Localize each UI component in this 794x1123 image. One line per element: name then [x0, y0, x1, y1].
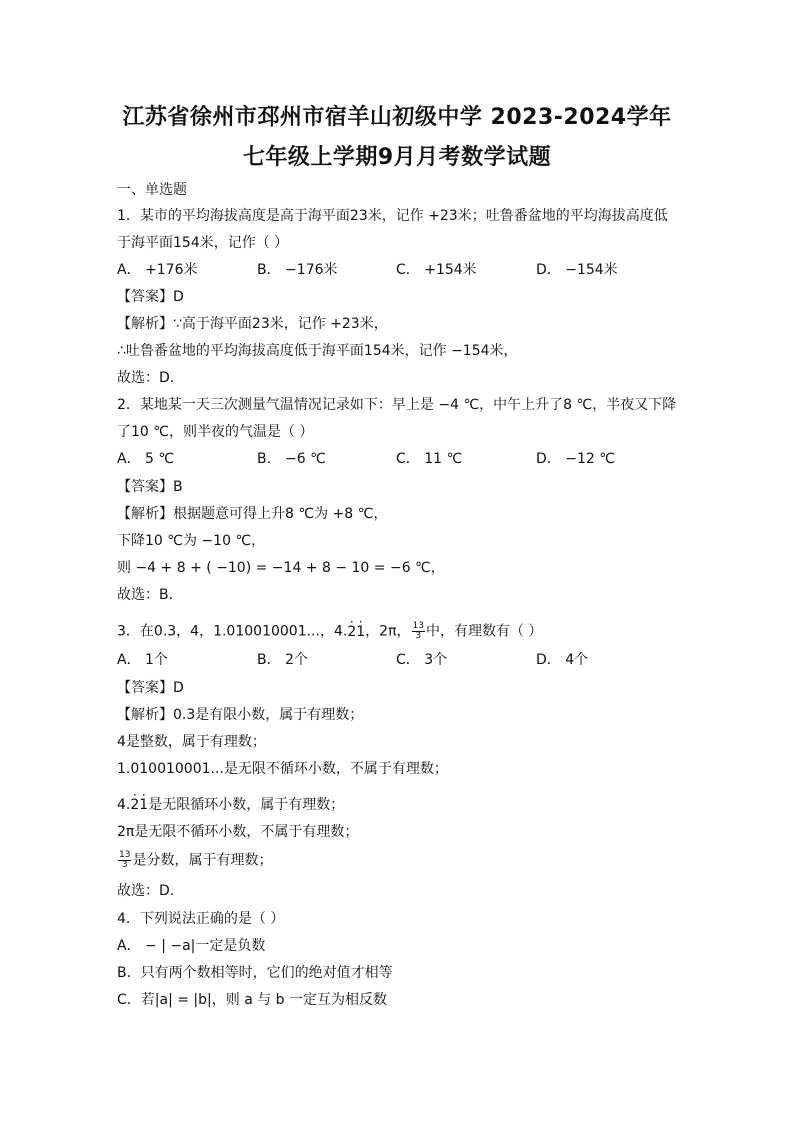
q3-answer: 【答案】D	[117, 680, 184, 696]
q3-fraction-denominator: 3	[415, 631, 422, 641]
q1-explanation-line3: 故选：D.	[117, 370, 175, 386]
q3-explanation-line7: 故选：D.	[117, 883, 175, 899]
q1-option-b: B． −176米	[257, 262, 338, 278]
q3-exp-repeat-digit-1: · 1	[139, 796, 148, 814]
q3-fraction	[412, 622, 425, 641]
q3-explanation-line4	[117, 796, 344, 814]
q3-exp-decimal-prefix: 4.	[117, 797, 131, 813]
q3-exp-fraction-denominator: 3	[121, 860, 128, 870]
q3-fraction-numerator: 13	[412, 621, 424, 631]
q2-answer: 【答案】B	[117, 479, 183, 495]
q3-repeat-digit-1: · 1	[356, 623, 365, 641]
section-heading: 一、单选题	[117, 182, 187, 198]
q3-stem-middle: ，2π，	[365, 623, 411, 640]
q3-stem-suffix: 中，有理数有（ ）	[425, 623, 543, 640]
q3-explanation-line1: 【解析】0.3是有限小数，属于有理数；	[117, 707, 364, 723]
q1-option-d: D． −154米	[536, 262, 618, 278]
q3-explanation-line6	[117, 851, 272, 870]
q2-explanation-line2: 下降10 ℃为 −10 ℃，	[117, 533, 266, 549]
q2-stem-line1: 2．某地某一天三次测量气温情况记录如下：早上是 −4 ℃，中午上升了8 ℃，半夜又下降	[117, 397, 677, 413]
q2-option-c: C． 11 ℃	[396, 451, 463, 467]
q1-explanation-line2: ∴吐鲁番盆地的平均海拔高度低于海平面154米，记作 −154米，	[117, 343, 518, 359]
q4-stem: 4．下列说法正确的是（ ）	[117, 911, 285, 927]
q3-exp-fraction-numerator: 13	[119, 850, 131, 860]
q1-stem-line2: 于海平面154米，记作（ ）	[117, 235, 289, 251]
q1-answer: 【答案】D	[117, 289, 184, 305]
page-title-line2: 七年级上学期9月月考数学试题	[242, 145, 552, 170]
q2-explanation-line1: 【解析】根据题意可得上升8 ℃为 +8 ℃，	[117, 506, 388, 522]
q3-option-c: C． 3个	[396, 652, 448, 668]
q4-option-b: B．只有两个数相等时，它们的绝对值才相等	[117, 965, 393, 981]
q3-explanation-line2: 4是整数，属于有理数；	[117, 734, 266, 750]
q1-explanation-line1: 【解析】∵高于海平面23米，记作 +23米，	[117, 316, 388, 332]
page-title-line1: 江苏省徐州市邳州市宿羊山初级中学 2023-2024学年	[122, 105, 672, 130]
q4-option-a: A． − | −a|一定是负数	[117, 938, 266, 954]
q1-option-a: A． +176米	[117, 262, 198, 278]
q1-option-c: C． +154米	[396, 262, 477, 278]
q1-stem-line1: 1．某市的平均海拔高度是高于海平面23米，记作 +23米；吐鲁番盆地的平均海拔高度低	[117, 208, 668, 224]
q3-stem	[117, 622, 542, 641]
q3-exp-decimal-suffix: 是无限循环小数，属于有理数；	[148, 797, 345, 813]
q3-option-a: A． 1个	[117, 652, 168, 668]
q3-exp-repeat-digit-2: · 2	[130, 796, 139, 814]
q2-explanation-line4: 故选：B．	[117, 587, 183, 603]
q3-exp-fraction-suffix: 是分数，属于有理数；	[132, 852, 273, 869]
q2-stem-line2: 了10 ℃，则半夜的气温是（ ）	[117, 424, 314, 440]
q4-option-c: C．若|a| = |b|，则 a 与 b 一定互为相反数	[117, 992, 388, 1008]
q2-option-b: B． −6 ℃	[257, 451, 326, 467]
q2-option-d: D． −12 ℃	[536, 451, 615, 467]
q3-repeat-digit-2: · 2	[347, 623, 356, 641]
q3-exp-fraction	[118, 851, 131, 870]
q3-option-b: B． 2个	[257, 652, 308, 668]
q2-explanation-line3: 则 −4 + 8 + ( −10) = −14 + 8 − 10 = −6 ℃，	[117, 560, 445, 576]
q3-explanation-line5: 2π是无限不循环小数，不属于有理数；	[117, 824, 359, 840]
q3-stem-prefix: 3．在0.3，4，1.010010001...，4.	[117, 623, 348, 640]
q3-option-d: D． 4个	[536, 652, 589, 668]
q3-explanation-line3: 1.010010001...是无限不循环小数，不属于有理数；	[117, 761, 448, 777]
q2-option-a: A． 5 ℃	[117, 451, 175, 467]
